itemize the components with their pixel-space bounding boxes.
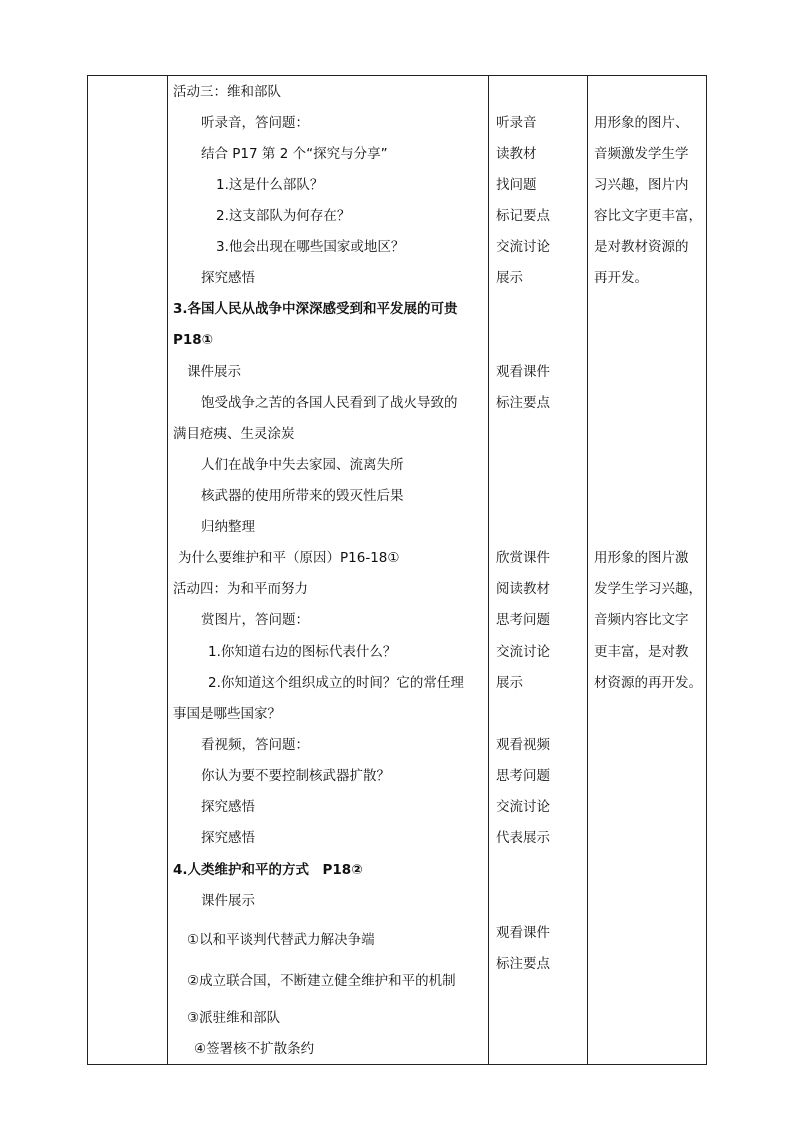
student-activity-item: 标记要点	[496, 208, 550, 224]
table-bottom-border	[87, 1064, 706, 1065]
design-intent-line: 再开发。	[594, 270, 648, 286]
student-activity-item: 找问题	[496, 177, 537, 193]
text-line: 满目疮痍、生灵涂炭	[173, 426, 295, 442]
text-line: 课件展示	[187, 364, 241, 380]
text-line: 赏图片，答问题：	[201, 612, 309, 628]
question-item: 1.这是什么部队？	[216, 177, 324, 193]
text-line: 归纳整理	[201, 519, 255, 535]
text-line: 核武器的使用所带来的毁灭性后果	[201, 488, 404, 504]
design-intent-line: 用形象的图片激	[594, 550, 689, 566]
design-intent-line: 更丰富，是对教	[594, 644, 689, 660]
student-activity-item: 展示	[496, 675, 523, 691]
student-activity-item: 阅读教材	[496, 581, 550, 597]
text-line: 你认为要不要控制核武器扩散？	[201, 768, 390, 784]
student-activity-item: 展示	[496, 270, 523, 286]
text-line: 事国是哪些国家？	[173, 706, 281, 722]
student-activity-item: 标注要点	[496, 395, 550, 411]
method-item: ①以和平谈判代替武力解决争端	[187, 932, 375, 948]
stage-column-empty	[88, 75, 167, 1064]
student-activity-item: 观看课件	[496, 364, 550, 380]
student-activity-item: 观看视频	[496, 737, 550, 753]
design-intent-line: 用形象的图片、	[594, 115, 689, 131]
text-line: 人们在战争中失去家园、流离失所	[201, 457, 404, 473]
text-line: 听录音，答问题：	[201, 115, 309, 131]
student-activity-item: 观看课件	[496, 925, 550, 941]
design-intent-column	[588, 75, 706, 1064]
design-intent-line: 习兴趣，图片内	[594, 177, 689, 193]
method-item: ②成立联合国，不断建立健全维护和平的机制	[187, 973, 456, 989]
question-item: 1.你知道右边的图标代表什么？	[208, 644, 397, 660]
text-line: 课件展示	[201, 893, 255, 909]
student-activity-item: 思考问题	[496, 768, 550, 784]
activity-four-heading: 活动四：为和平而努力	[173, 581, 308, 597]
question-item: 3.他会出现在哪些国家或地区？	[216, 239, 405, 255]
student-activity-item: 代表展示	[496, 830, 550, 846]
student-activity-item: 欣赏课件	[496, 550, 550, 566]
question-item: 2.你知道这个组织成立的时间？它的常任理	[208, 675, 464, 691]
section-3-heading: 3.各国人民从战争中深深感受到和平发展的可贵	[173, 301, 458, 317]
text-line: 探究感悟	[201, 270, 255, 286]
design-intent-line: 音频内容比文字	[594, 612, 689, 628]
teacher-activity-column	[168, 75, 488, 1064]
student-activity-item: 交流讨论	[496, 644, 550, 660]
student-activity-column	[489, 75, 587, 1064]
question-item: 2.这支部队为何存在？	[216, 208, 351, 224]
text-line: 结合 P17 第 2 个“探究与分享”	[201, 146, 388, 162]
student-activity-item: 思考问题	[496, 612, 550, 628]
student-activity-item: 交流讨论	[496, 239, 550, 255]
design-intent-line: 是对教材资源的	[594, 239, 689, 255]
section-4-heading: 4.人类维护和平的方式 P18②	[173, 862, 363, 878]
text-line: 饱受战争之苦的各国人民看到了战火导致的	[201, 395, 458, 411]
text-line: 看视频，答问题：	[201, 737, 309, 753]
text-line: 探究感悟	[201, 799, 255, 815]
design-intent-line: 容比文字更丰富，	[594, 208, 702, 224]
activity-three-heading: 活动三：维和部队	[173, 84, 281, 100]
student-activity-item: 标注要点	[496, 956, 550, 972]
method-item: ④签署核不扩散条约	[194, 1041, 315, 1057]
page-reference: P18①	[173, 332, 214, 348]
reason-summary: 为什么要维护和平（原因）P16-18①	[178, 550, 400, 566]
design-intent-line: 发学生学习兴趣，	[594, 581, 702, 597]
student-activity-item: 交流讨论	[496, 799, 550, 815]
design-intent-line: 音频激发学生学	[594, 146, 689, 162]
table-right-border	[706, 75, 707, 1065]
method-item: ③派驻维和部队	[187, 1010, 281, 1026]
text-line: 探究感悟	[201, 830, 255, 846]
student-activity-item: 听录音	[496, 115, 537, 131]
student-activity-item: 读教材	[496, 146, 537, 162]
design-intent-line: 材资源的再开发。	[594, 675, 702, 691]
